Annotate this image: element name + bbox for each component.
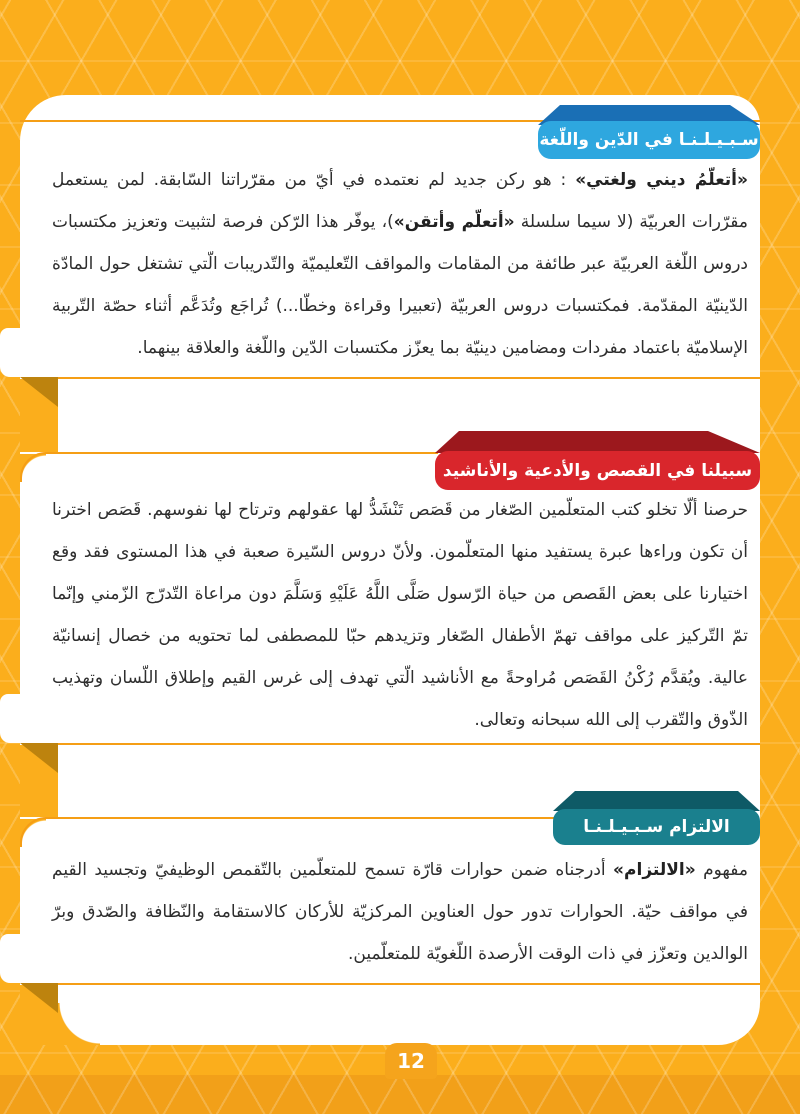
notch-corner (58, 1003, 100, 1045)
paragraph-bold-lead: «أتعلّمُ ديني ولغتي» (575, 170, 748, 190)
left-edge-tab (0, 694, 21, 743)
section-paragraph (52, 489, 748, 743)
banner-title: سـبـيـلـنـا في الدّين واللّغة (538, 121, 760, 159)
section-rule (20, 452, 438, 482)
section-paragraph (52, 849, 748, 979)
footer-band (0, 1075, 800, 1114)
section-rule (20, 817, 556, 847)
section-paragraph (52, 159, 748, 371)
left-edge-tab (0, 934, 21, 983)
banner-title: سبيلنا في القصص والأدعية والأناشيد (435, 451, 760, 490)
paragraph-bold-mid: «أتعلّم وأتقن» (393, 212, 515, 232)
section-banner-stories-songs (435, 431, 760, 490)
left-edge-tab (0, 328, 21, 377)
page-number-tab (385, 1043, 437, 1079)
banner-ribbon-back (553, 791, 760, 811)
section-rule (58, 377, 760, 379)
paragraph-text: : هو ركن جديد لم نعتمده في أيّ من مقرّراتنا السّابقة. لمن يستعمل مقرّرات العربيّة (لا سيما سلسلة (52, 170, 748, 232)
section-rule (50, 743, 760, 745)
paragraph-text: أدرجناه ضمن حوارات قارّة تسمح للمتعلّمين بالتّقمص الوظيفيّ وتجسيد القيم في مواقف حيّة. الحوارات تدور حول العناوين المركزيّة للأركان كالاستقامة والنّظافة والصّدق وبرّ الوالدين وتعزّز في ذات الوقت الأرصدة اللّغويّة للمتعلّمين. (52, 860, 748, 964)
section-banner-religion-language (538, 105, 760, 159)
banner-ribbon-back (435, 431, 760, 453)
section-rule (50, 983, 760, 985)
banner-title: الالتزام سـبـيـلـنـا (553, 809, 760, 845)
paragraph-bold-lead: «الالتزام» (613, 860, 696, 880)
section-banner-commitment (553, 791, 760, 845)
paragraph-text: حرصنا ألّا تخلو كتب المتعلّمين الصّغار من قَصَص تَنْشَدُّ لها عقولهم وترتاح لها نفوسهم. قَصَص اخترنا أن تكون وراءها عبرة يستفيد منها المتعلّمون. ولأنّ دروس السّيرة صعبة في هذا المستوى فقد وقع اختيارنا على بعض القَصص من حياة الرّسول صَلَّى اللَّهُ عَلَيْهِ وَسَلَّمَ دون مراعاة التّدرّج الزّمني وإنّما تمّ التّركيز على مواقف تهمّ الأطفال الصّغار وتزيدهم حبّا للمصطفى لما تحتويه من خصال إنسانيّة عالية. ويُقدَّم رُكْنُ القَصَص مُراوحةً مع الأناشيد الّتي تهدف إلى غرس القيم وإطلاق اللّسان وتهذيب الذّوق والتّقرب إلى الله سبحانه وتعالى. (52, 500, 748, 730)
page-number: 12 (397, 1049, 425, 1073)
paragraph-text: مفهوم (695, 860, 748, 880)
paragraph-text: )، يوفّر هذا الرّكن فرصة لتثبيت وتعزيز مكتسبات دروس اللّغة العربيّة عبر طائفة من المقامات والمواقف التّعليميّة والتّدريبات الّتي تشتغل حول المادّة الدّينيّة المقدّمة. فمكتسبات دروس العربيّة (تعبيرا وقراءة وخطّا...) تُراجَع وتُدَعَّم أثناء حصّة التّربية الإسلاميّة باعتماد مفردات ومضامين دينيّة بما يعزّز مكتسبات الدّين واللّغة والعلاقة بينهما. (52, 212, 748, 358)
